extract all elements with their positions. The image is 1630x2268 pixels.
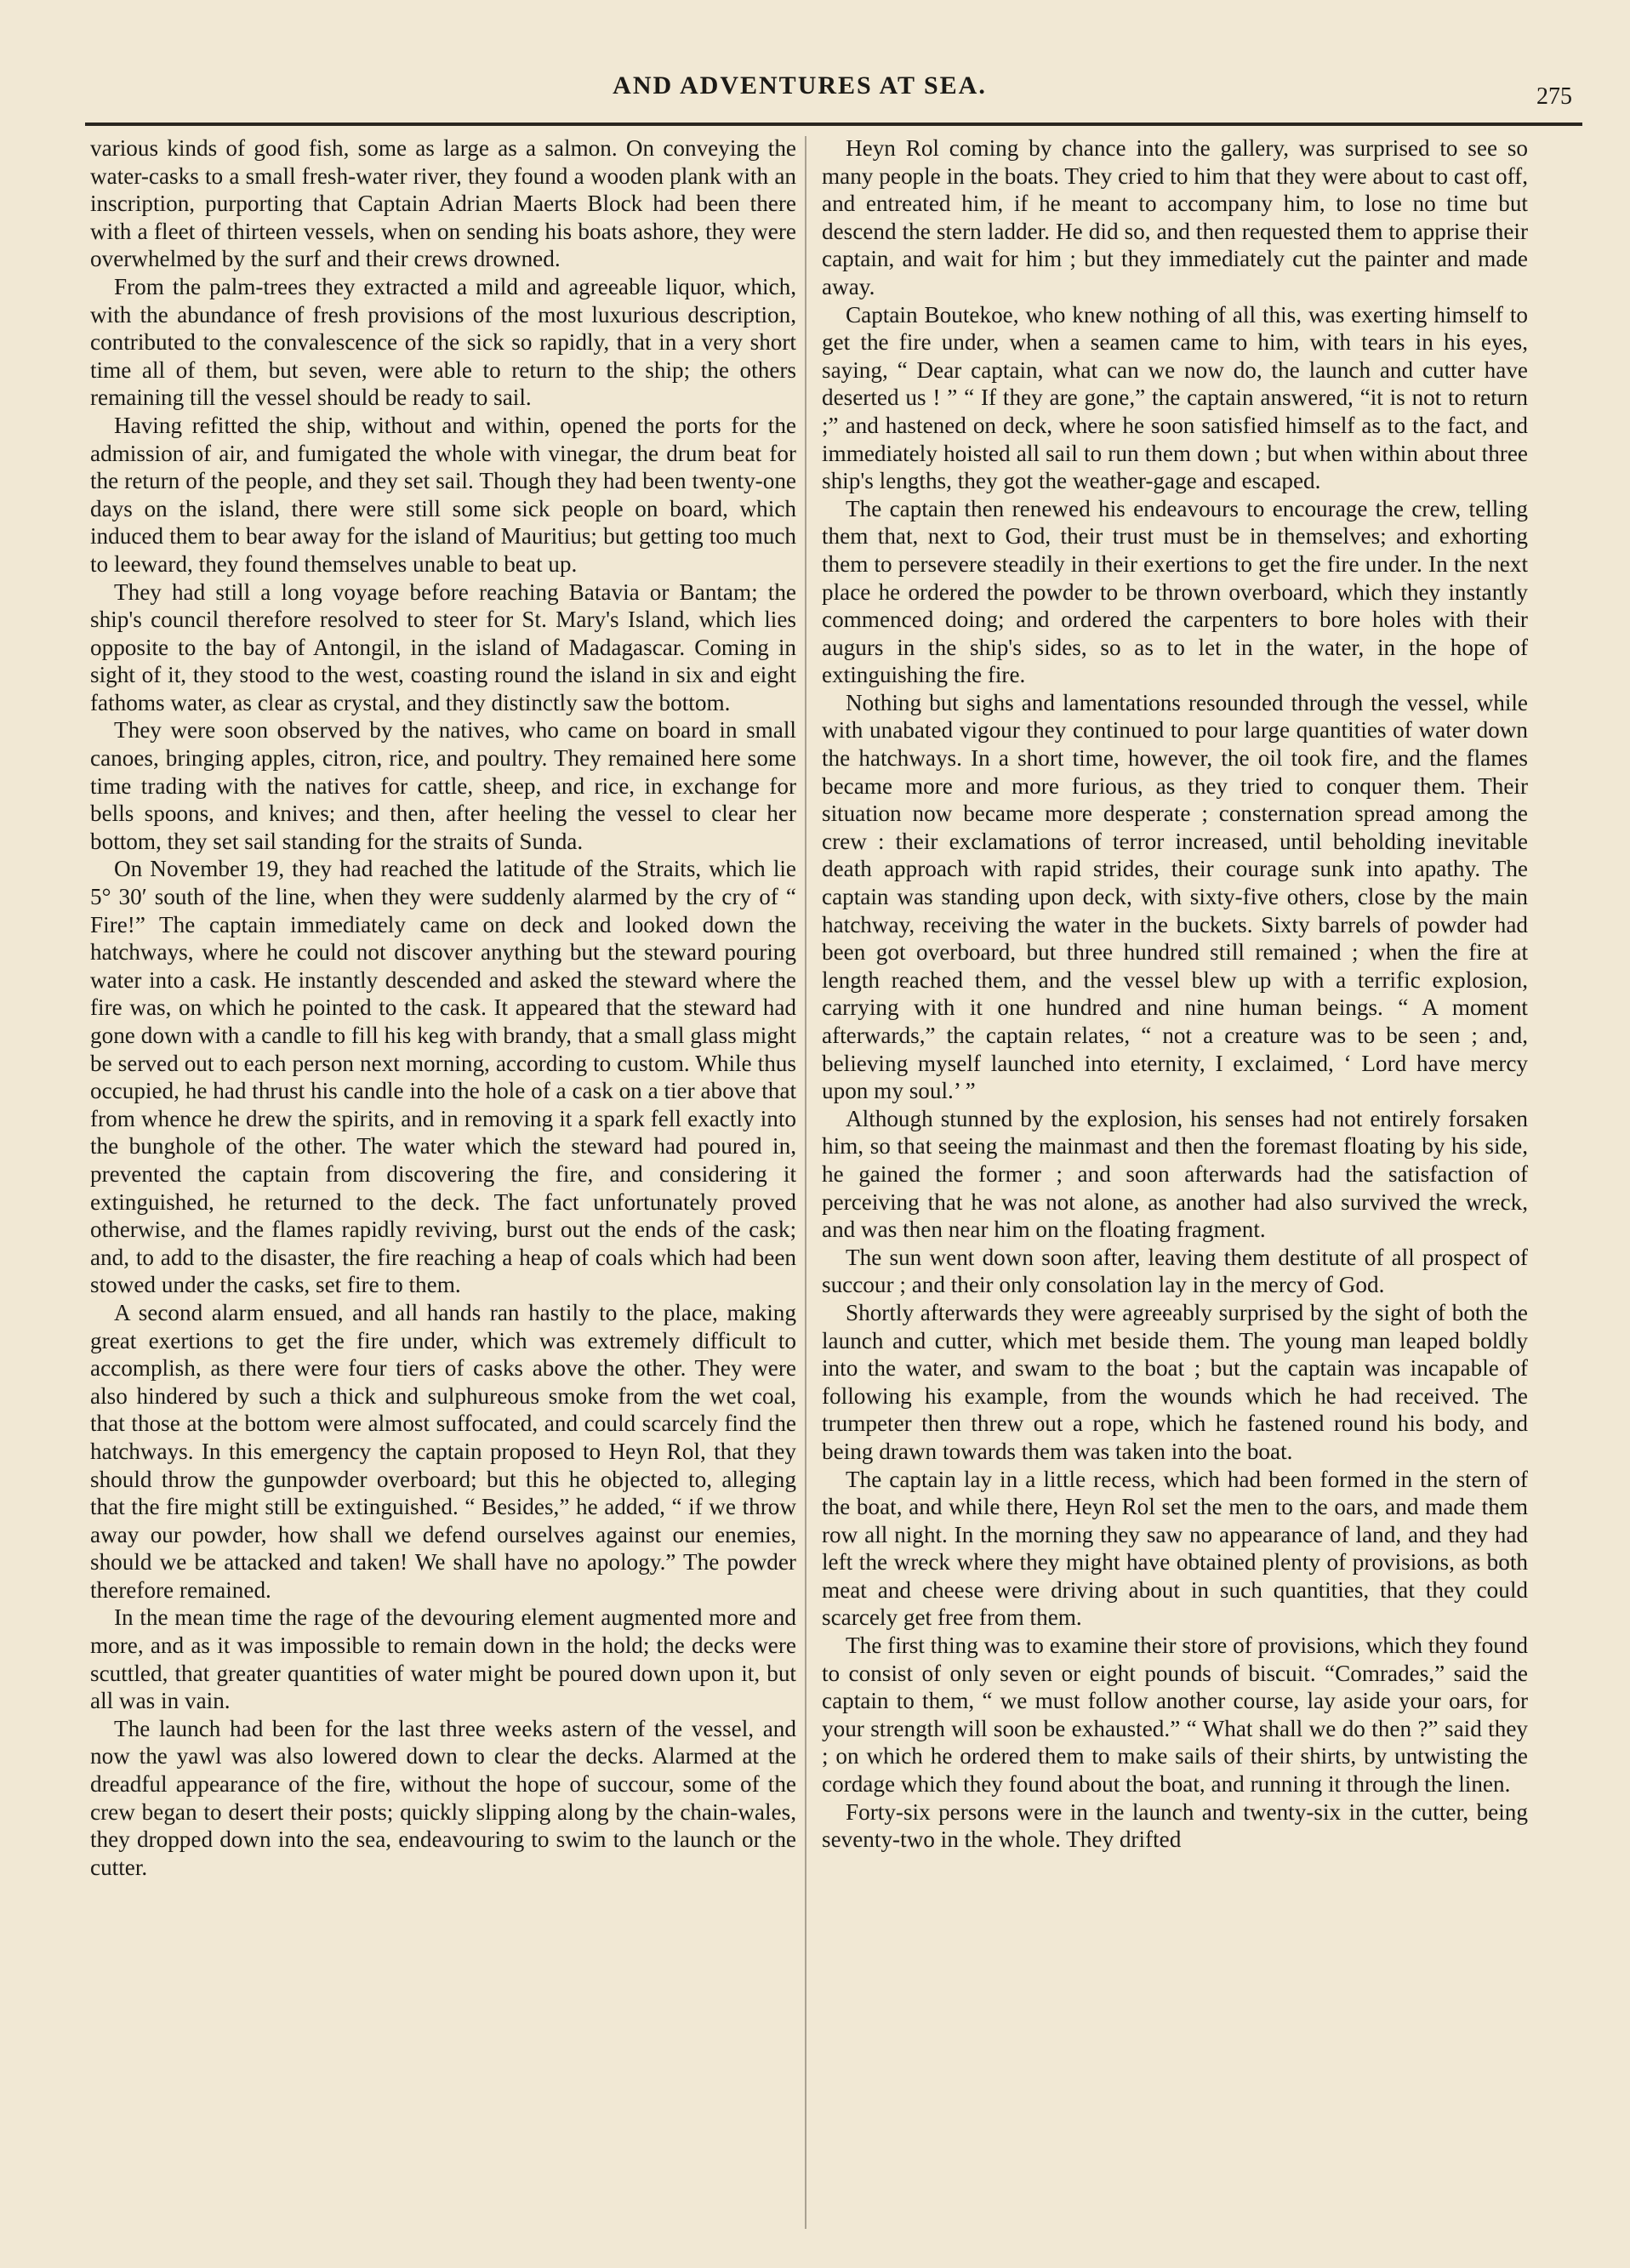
paragraph: Nothing but sighs and lamentations resounded through the vessel, while with unabated vigour they continued to pour large quantities of water down the hatchways. In a short time, however, the oil took fire, and the flames became more and more furious, as they tried to conquer them. Their situation now became more desperate ; consternation spread among the crew : their exclamations of terror increased, until beholding inevitable death approach with rapid strides, their courage sunk into apathy. The captain was standing upon deck, with sixty-five others, close by the main hatchway, receiving the water in the buckets. Sixty barrels of powder had been got overboard, but three hundred still remained ; when the fire at length reached them, and the vessel blew up with a terrific explosion, carrying with it one hundred and nine human beings. “ A moment afterwards,” the captain relates, “ not a creature was to be seen ; and, believing myself launched into eternity, I exclaimed, ‘ Lord have mercy upon my soul.’ ” <box>822 689 1528 1104</box>
header-rule <box>85 123 1582 126</box>
paragraph: They had still a long voyage before reaching Batavia or Bantam; the ship's council therefore resolved to steer for St. Mary's Island, which lies opposite to the bay of Antongil, in the island of Madagascar. Coming in sight of it, they stood to the west, coasting round the island in six and eight fathoms water, as clear as crystal, and they distinctly saw the bottom. <box>90 578 796 715</box>
paragraph: They were soon observed by the natives, who came on board in small canoes, bringing apples, citron, rice, and poultry. They remained here some time trading with the natives for cattle, sheep, and rice, in exchange for bells spoons, and knives; and then, after heeling the vessel to clear her bottom, they set sail standing for the straits of Sunda. <box>90 717 796 854</box>
paragraph: Forty-six persons were in the launch and twenty-six in the cutter, being seventy-two in the whole. They drifted <box>822 1798 1528 1853</box>
paragraph: The captain then renewed his endeavours to encourage the crew, telling them that, next to God, their trust must be in themselves; and exhorting them to persevere steadily in their exertions to get the fire under. In the next place he ordered the powder to be thrown overboard, which they instantly commenced doing; and ordered the carpenters to bore holes with their augurs in the ship's sides, so as to let in the water, in the hope of extinguishing the fire. <box>822 495 1528 688</box>
column-divider <box>805 136 806 2229</box>
paragraph: Having refitted the ship, without and within, opened the ports for the admission of air, and fumigated the whole with vinegar, the drum beat for the return of the people, and they set sail. Though they had been twenty-one days on the island, there were still some sick people on board, which induced them to bear away for the island of Mauritius; but getting too much to leeward, they found themselves unable to beat up. <box>90 412 796 577</box>
paragraph: The captain lay in a little recess, which had been formed in the stern of the boat, and while there, Heyn Rol set the men to the oars, and made them row all night. In the morning they saw no appearance of land, and they had left the wreck where they might have obtained plenty of provisions, as both meat and cheese were driving about in such quantities, that they could scarcely get free from them. <box>822 1466 1528 1631</box>
paragraph: The first thing was to examine their store of provisions, which they found to consist of only seven or eight pounds of biscuit. “Comrades,” said the captain to them, “ we must follow another course, lay aside your oars, for your strength will soon be exhausted.” “ What shall we do then ?” said they ; on which he ordered them to make sails of their shirts, by untwisting the cordage which they found about the boat, and running it through the linen. <box>822 1633 1528 1798</box>
paragraph: Although stunned by the explosion, his senses had not entirely forsaken him, so that seeing the mainmast and then the foremast floating by his side, he gained the former ; and soon afterwards had the satisfaction of perceiving that he was not alone, as another had also survived the wreck, and was then near him on the floating fragment. <box>822 1105 1528 1243</box>
paragraph: The launch had been for the last three weeks astern of the vessel, and now the yawl was also lowered down to clear the decks. Alarmed at the dreadful appearance of the fire, without the hope of succour, some of the crew began to desert their posts; quickly slipping along by the chain-wales, they dropped down into the sea, endeavouring to swim to the launch or the cutter. <box>90 1715 796 1880</box>
running-title: AND ADVENTURES AT SEA. <box>613 71 987 100</box>
left-column <box>90 134 796 1881</box>
paragraph: Shortly afterwards they were agreeably surprised by the sight of both the launch and cutter, which met beside them. The young man leaped boldly into the water, and swam to the boat ; but the captain was incapable of following his example, from the wounds which he had received. The trumpeter then threw out a rope, which he fastened round his body, and being drawn towards them was taken into the boat. <box>822 1299 1528 1464</box>
paragraph: various kinds of good fish, some as large as a salmon. On conveying the water-casks to a small fresh-water river, they found a wooden plank with an inscription, purporting that Captain Adrian Maerts Block had been there with a fleet of thirteen vessels, when on sending his boats ashore, they were overwhelmed by the surf and their crews drowned. <box>90 135 796 272</box>
paragraph: The sun went down soon after, leaving them destitute of all prospect of succour ; and their only consolation lay in the mercy of God. <box>822 1244 1528 1298</box>
paragraph: On November 19, they had reached the latitude of the Straits, which lie 5° 30′ south of the line, when they were suddenly alarmed by the cry of “ Fire!” The captain immediately came on deck and looked down the hatchways, where he could not discover anything but the steward pouring water into a cask. He instantly descended and asked the steward where the fire was, on which he pointed to the cask. It appeared that the steward had gone down with a candle to fill his keg with brandy, that a small glass might be served out to each person next morning, according to custom. While thus occupied, he had thrust his candle into the hole of a cask on a tier above that from whence he drew the spirits, and in removing it a spark fell exactly into the bunghole of the other. The water which the steward had poured in, prevented the captain from discovering the fire, and considering it extinguished, he returned to the deck. The fact unfortunately proved otherwise, and the flames rapidly reviving, burst out the ends of the cask; and, to add to the disaster, the fire reaching a heap of coals which had been stowed under the casks, set fire to them. <box>90 856 796 1298</box>
paragraph: In the mean time the rage of the devouring element augmented more and more, and as it was impossible to remain down in the hold; the decks were scuttled, that greater quantities of water might be poured down upon it, but all was in vain. <box>90 1604 796 1714</box>
paragraph: From the palm-trees they extracted a mild and agreeable liquor, which, with the abundance of fresh provisions of the most luxurious description, contributed to the convalescence of the sick so rapidly, that in a very short time all of them, but seven, were able to return to the ship; the others remaining till the vessel should be ready to sail. <box>90 273 796 411</box>
page-number: 275 <box>1536 83 1572 110</box>
right-column <box>822 134 1528 1854</box>
paragraph: A second alarm ensued, and all hands ran hastily to the place, making great exertions to get the fire under, which was extremely difficult to accomplish, as there were four tiers of casks above the other. They were also hindered by such a thick and sulphureous smoke from the wet coal, that those at the bottom were almost suffocated, and could scarcely find the hatchways. In this emergency the captain proposed to Heyn Rol, that they should throw the gunpowder overboard; but this he objected to, alleging that the fire might still be extinguished. “ Besides,” he added, “ if we throw away our powder, how shall we defend ourselves against our enemies, should we be attacked and taken! We shall have no apology.” The powder therefore remained. <box>90 1299 796 1603</box>
paragraph: Heyn Rol coming by chance into the gallery, was surprised to see so many people in the boats. They cried to him that they were about to cast off, and entreated him, if he meant to accompany him, to lose no time but descend the stern ladder. He did so, and then requested them to apprise their captain, and wait for him ; but they immediately cut the painter and made away. <box>822 135 1528 299</box>
paragraph: Captain Boutekoe, who knew nothing of all this, was exerting himself to get the fire under, when a seamen came to him, with tears in his eyes, saying, “ Dear captain, what can we now do, the launch and cutter have deserted us ! ” “ If they are gone,” the captain answered, “it is not to return ;” and hastened on deck, where he soon satisfied himself as to the fact, and immediately hoisted all sail to run them down ; but when within about three ship's lengths, they got the weather-gage and escaped. <box>822 301 1528 494</box>
